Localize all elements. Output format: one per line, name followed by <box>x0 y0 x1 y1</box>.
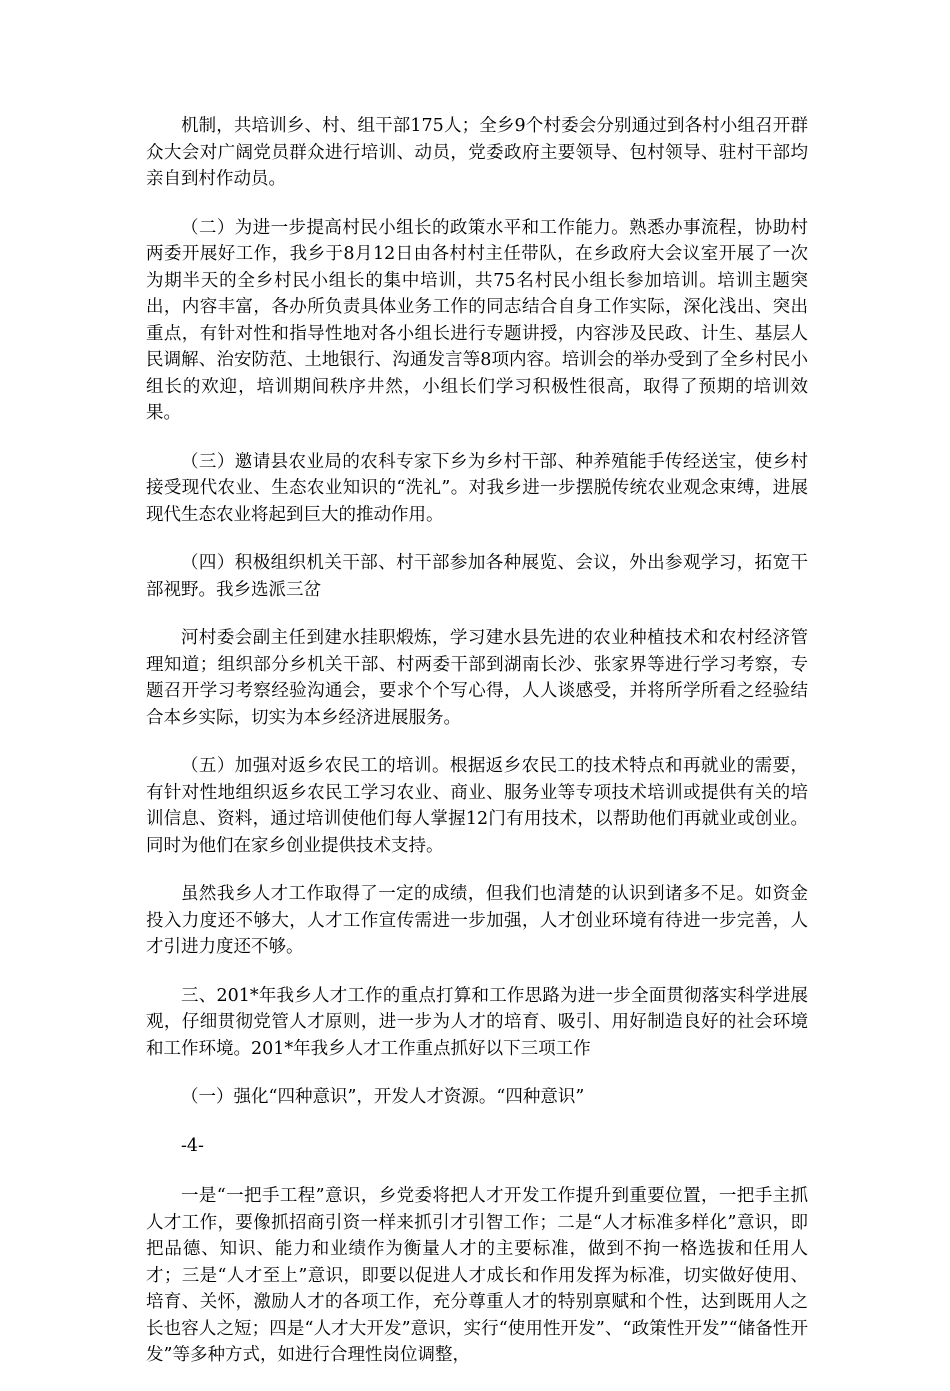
paragraph-shortcomings: 虽然我乡人才工作取得了一定的成绩，但我们也清楚的认识到诸多不足。如资金投入力度还不够大，人才工作宣传需进一步加强，人才创业环境有待进一步完善，人才引进力度还不够。 <box>146 884 808 957</box>
page-number: -4- <box>181 1135 204 1156</box>
paragraph-training-mechanism: 机制，共培训乡、村、组干部175人；全乡9个村委会分别通过到各村小组召开群众大会对广阔党员群众进行培训、动员，党委政府主要领导、包村领导、驻村干部均亲自到村作动员。 <box>146 116 808 189</box>
paragraph-item-four: （四）积极组织机关干部、村干部参加各种展览、会议，外出参观学习，拓宽干部视野。我乡选派三岔 <box>146 553 808 600</box>
document-body <box>146 113 808 1391</box>
paragraph-item-five: （五）加强对返乡农民工的培训。根据返乡农民工的技术特点和再就业的需要，有针对性地组织返乡农民工学习农业、商业、服务业等专项技术培训或提供有关的培训信息、资料，通过培训使他们每人掌握12门有用技术，以帮助他们再就业或创业。同时为他们在家乡创业提供技术支持。 <box>146 756 808 856</box>
paragraph-four-awareness-heading: （一）强化“四种意识”，开发人才资源。“四种意识” <box>181 1087 585 1107</box>
paragraph-item-four-continued: 河村委会副主任到建水挂职煅炼，学习建水县先进的农业种植技术和农村经济管理知道；组织部分乡机关干部、村两委干部到湖南长沙、张家界等进行学习考察，专题召开学习考察经验沟通会，要求个个写心得，人人谈感受，并将所学所看之经验结合本乡实际，切实为本乡经济进展服务。 <box>146 628 808 728</box>
paragraph-section-three: 三、201*年我乡人才工作的重点打算和工作思路为进一步全面贯彻落实科学进展观，仔细贯彻党管人才原则，进一步为人才的培育、吸引、用好制造良好的社会环境和工作环境。201*年我乡人才工作重点抓好以下三项工作 <box>146 985 808 1059</box>
paragraph-four-awareness-detail: 一是“一把手工程”意识，乡党委将把人才开发工作提升到重要位置，一把手主抓人才工作，要像抓招商引资一样来抓引才引智工作；二是“人才标准多样化”意识，即把品德、知识、能力和业绩作为衡量人才的主要标准，做到不拘一格选拔和任用人才；三是“人才至上”意识，即要以促进人才成长和作用发挥为标准，切实做好使用、培育、关怀，激励人才的各项工作，充分尊重人才的特别禀赋和个性，达到既用人之长也容人之短；四是“人才大开发”意识，实行“使用性开发”、“政策性开发”“储备性开发”等多种方式，如进行合理性岗位调整， <box>146 1186 808 1365</box>
paragraph-item-two: （二）为进一步提高村民小组长的政策水平和工作能力。熟悉办事流程，协助村两委开展好工作，我乡于8月12日由各村村主任带队，在乡政府大会议室开展了一次为期半天的全乡村民小组长的集中培训，共75名村民小组长参加培训。培训主题突出，内容丰富，各办所负责具体业务工作的同志结合自身工作实际，深化浅出、突出重点，有针对性和指导性地对各小组长进行专题讲授，内容涉及民政、计生、基层人民调解、治安防范、土地银行、沟通发言等8项内容。培训会的举办受到了全乡村民小组长的欢迎，培训期间秩序井然，小组长们学习积极性很高，取得了预期的培训效果。 <box>146 217 808 423</box>
paragraph-item-three: （三）邀请县农业局的农科专家下乡为乡村干部、种养殖能手传经送宝，使乡村接受现代农业、生态农业知识的“洗礼”。对我乡进一步摆脱传统农业观念束缚，进展现代生态农业将起到巨大的推动作用。 <box>146 451 808 525</box>
